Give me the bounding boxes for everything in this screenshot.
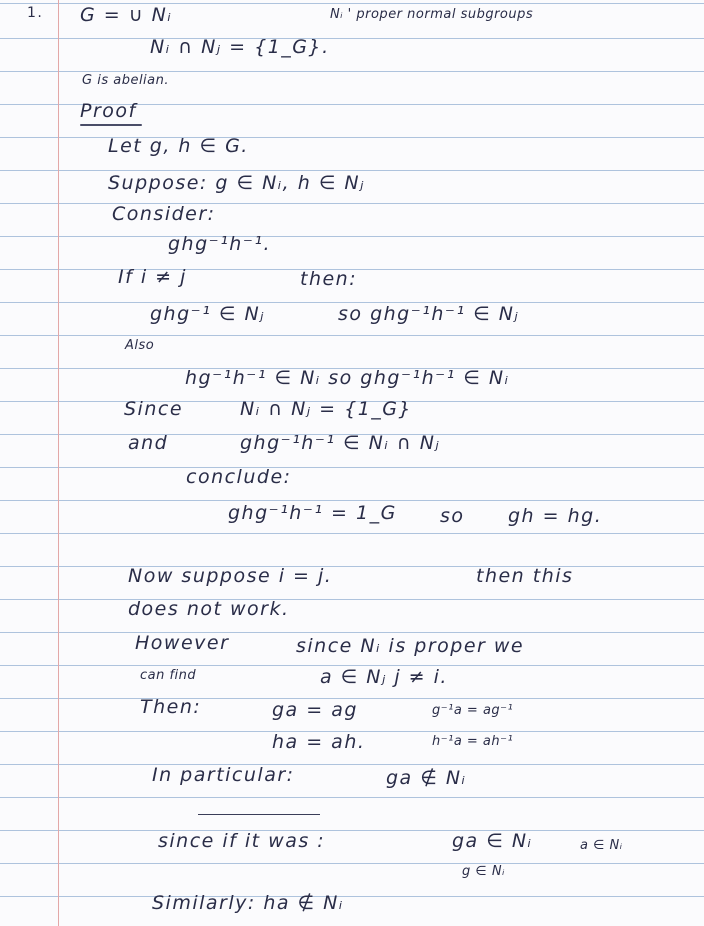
- separator-line: [198, 814, 320, 815]
- text-line: can find: [140, 668, 197, 683]
- text-line: However: [135, 632, 230, 654]
- text-line: ghg⁻¹h⁻¹ = 1_G: [228, 502, 397, 524]
- proof-underline: [80, 124, 142, 126]
- text-line: since if it was :: [158, 830, 326, 852]
- text-line: ga ∉ Nᵢ: [386, 767, 467, 789]
- text-line: so ghg⁻¹h⁻¹ ∈ Nⱼ: [338, 303, 520, 325]
- text-line: Consider:: [112, 203, 216, 225]
- text-line: G = ∪ Nᵢ: [80, 4, 173, 26]
- text-line: gh = hg.: [508, 505, 603, 527]
- text-line: ga ∈ Nᵢ: [452, 830, 533, 852]
- text-line: a ∈ Nᵢ: [580, 838, 623, 853]
- text-line: Nᵢ ∩ Nⱼ = {1_G}.: [150, 36, 330, 58]
- text-line: G is abelian.: [82, 73, 170, 88]
- margin-line: [58, 0, 59, 926]
- text-line: then this: [476, 565, 574, 587]
- text-line: ghg⁻¹h⁻¹ ∈ Nᵢ ∩ Nⱼ: [240, 432, 441, 454]
- proof-heading: Proof: [80, 100, 137, 122]
- text-line: h⁻¹a = ah⁻¹: [432, 734, 514, 749]
- text-line: If i ≠ j: [118, 266, 187, 288]
- text-line: Then:: [140, 696, 202, 718]
- text-line: conclude:: [186, 466, 292, 488]
- text-line: Let g, h ∈ G.: [108, 135, 249, 157]
- text-line: so: [440, 505, 465, 527]
- text-line: Nᵢ ∩ Nⱼ = {1_G}: [240, 398, 413, 420]
- text-line: ghg⁻¹h⁻¹.: [168, 233, 272, 255]
- problem-number: 1.: [27, 5, 44, 21]
- text-line: Now suppose i = j.: [128, 565, 333, 587]
- text-line: Since: [124, 398, 184, 420]
- text-line: In particular:: [152, 764, 295, 786]
- text-line: Suppose: g ∈ Nᵢ, h ∈ Nⱼ: [108, 172, 365, 194]
- text-line: g⁻¹a = ag⁻¹: [432, 703, 514, 718]
- text-line: Similarly: ha ∉ Nᵢ: [152, 892, 344, 914]
- text-line: then:: [300, 268, 358, 290]
- text-line: ga = ag: [272, 699, 358, 721]
- text-line: and: [128, 432, 169, 454]
- text-line: does not work.: [128, 598, 290, 620]
- text-line: ghg⁻¹ ∈ Nⱼ: [150, 303, 265, 325]
- text-line: Also: [125, 338, 155, 353]
- text-line: Nᵢ ' proper normal subgroups: [330, 7, 534, 22]
- text-line: a ∈ Nⱼ j ≠ i.: [320, 666, 448, 688]
- text-line: ha = ah.: [272, 731, 366, 753]
- text-line: hg⁻¹h⁻¹ ∈ Nᵢ so ghg⁻¹h⁻¹ ∈ Nᵢ: [185, 367, 510, 389]
- text-line: g ∈ Nᵢ: [462, 864, 505, 879]
- text-line: since Nᵢ is proper we: [296, 635, 525, 657]
